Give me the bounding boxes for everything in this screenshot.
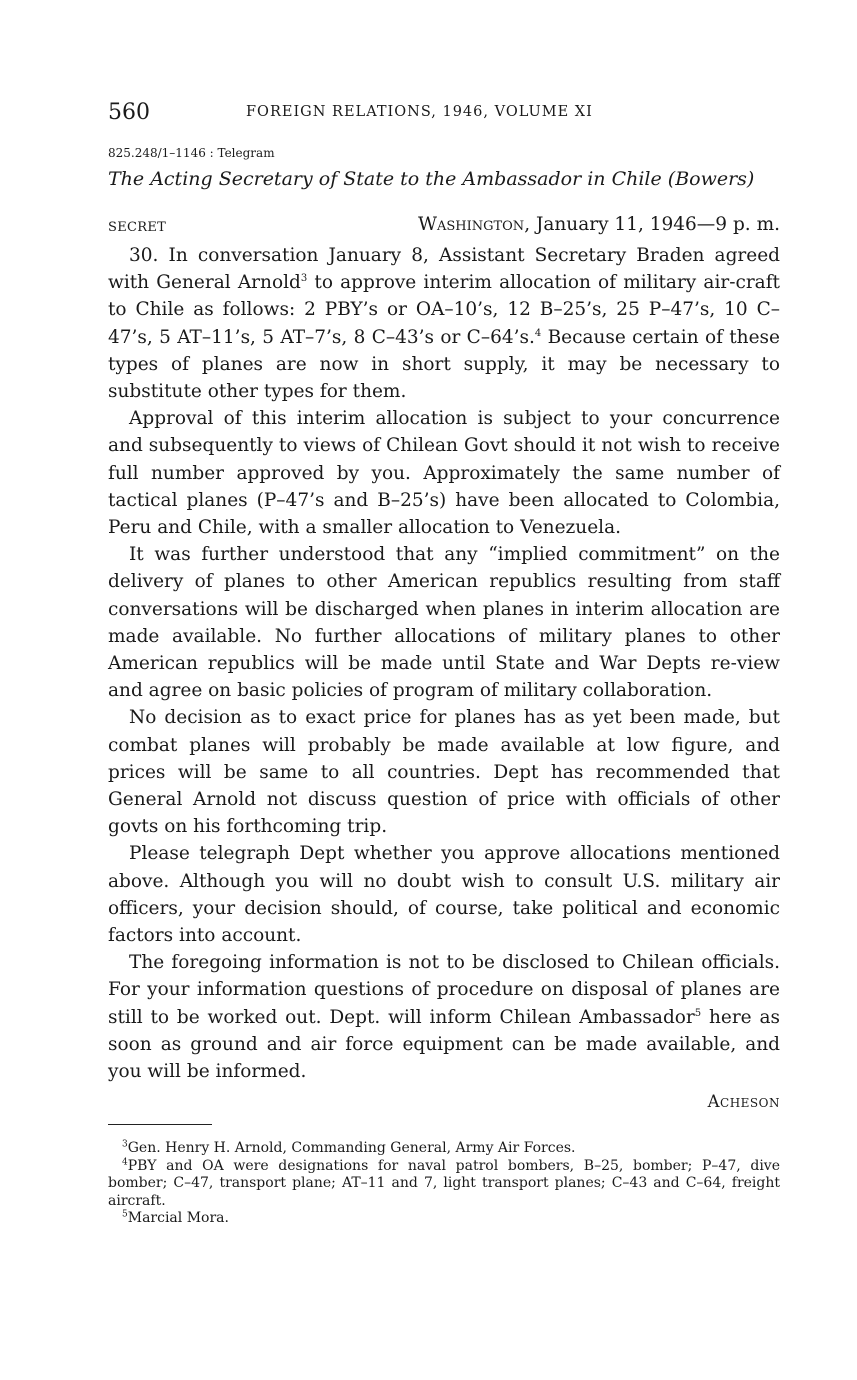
footnote-ref-5: 5 [694,1007,702,1019]
paragraph-6-part-b: here as soon as ground and air force equipment can be made available, and you will be informed. [108,1006,780,1083]
footnote-text: PBY and OA were designations for naval patrol bombers, B–25, bomber; P–47, dive bomber; C–47, transport plane; AT–11 and 7, light transport planes; C–43 and C–64, freight aircraft. [108,1157,780,1209]
paragraph-3: It was further understood that any “implied commitment” on the delivery of planes to other American republics resulting from staff conversations will be discharged when planes in interim allocation are made available. No further allocations of military planes to other American republics will be made until State and War Depts re-view and agree on basic policies of program of military collaboration. [108,544,780,702]
dateline [418,214,780,235]
page-number: 560 [108,100,150,125]
footnote-mark: 5 [122,1209,128,1220]
paragraph-5: Please telegraph Dept whether you approve allocations mentioned above. Although you will no doubt wish to consult U.S. military air officers, your decision should, of course, take political and economic factors into account. [108,843,780,947]
paragraph-2: Approval of this interim allocation is subject to your concurrence and subsequently to views of Chilean Govt should it not wish to receive full number approved by you. Approximately the same number of tactical planes (P–47’s and B–25’s) have been allocated to Colombia, Peru and Chile, with a smaller allocation to Venezuela. [108,408,780,539]
paragraph-6-part-a: The foregoing information is not to be disclosed to Chilean officials. For your information questions of procedure on disposal of planes are still to be worked out. Dept. will inform Chilean Ambassador [108,952,780,1028]
paragraph-6 [108,949,780,1085]
footnote-divider [108,1124,212,1125]
footnote-mark: 4 [122,1156,128,1167]
footnote-text: Marcial Mora. [127,1210,229,1227]
running-head [108,100,780,128]
paragraph-1-part-a: 30. In conversation January 8, Assistant Secretary Braden agreed with General Arnold [108,245,780,294]
telegram-body [108,242,780,1085]
document-title: The Acting Secretary of State to the Ambassador in Chile (Bowers) [108,168,755,190]
dateline-date: , January 11, 1946—9 p. m. [524,214,780,235]
paragraph-1 [108,242,780,405]
dateline-row [108,214,780,238]
footnote-ref-4: 4 [534,327,542,339]
running-title: FOREIGN RELATIONS, 1946, VOLUME XI [246,104,593,120]
footnote-5 [108,1210,780,1228]
footnote-ref-3: 3 [300,273,308,285]
footnote-4 [108,1158,780,1211]
paragraph-1-part-c: Because certain of these types of planes are now in short supply, it may be necessary to substitute other types for them. [108,326,780,403]
dateline-place: Washington [417,214,525,235]
paragraph-4: No decision as to exact price for planes has as yet been made, but combat planes will probably be made available at low figure, and prices will be same to all countries. Dept has recommended that General Arnold not discuss question of price with officials of other govts on his forthcoming trip. [108,707,780,838]
footnote-3 [108,1140,780,1158]
paragraph-1-part-b: to approve interim allocation of military air-craft to Chile as follows: 2 PBY’s or OA–10’s, 12 B–25’s, 25 P–47’s, 10 C–47’s, 5 AT–11’s, 5 AT–7’s, 8 C–43’s or C–64’s. [108,272,780,348]
footnote-mark: 3 [122,1139,128,1150]
footnotes [108,1140,780,1228]
signature: Acheson [707,1092,780,1111]
file-number: 825.248/1–1146 : Telegram [108,146,275,160]
classification-label: SECRET [108,220,167,235]
footnote-text: Gen. Henry H. Arnold, Commanding General, Army Air Forces. [127,1140,576,1156]
